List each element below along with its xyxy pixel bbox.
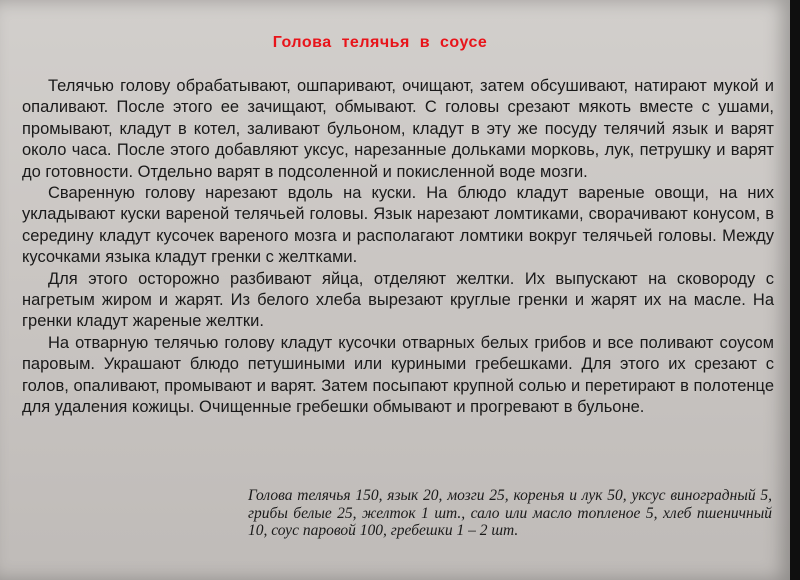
paragraph-serving: Сваренную голову нарезают вдоль на куски. На блюдо кладут вареные овощи, на них укладывают куски вареной телячьей головы. Язык нарезают ломтиками, сворачивают конусом, в середину кладут кусочек вареного мозга и располагают ломтики вокруг телячьей головы. Между кусочками языка кладут гренки с желтками. xyxy=(22,184,774,267)
page-edge-shadow xyxy=(790,0,800,580)
recipe-body xyxy=(22,76,774,419)
paragraph-croutons: Для этого осторожно разбивают яйца, отделяют желтки. Их выпускают на сковороду с нагретым жиром и жарят. Из белого хлеба вырезают круглые гренки и жарят их на масле. На гренки кладут жареные желтки. xyxy=(22,269,774,331)
paragraph-garnish: На отварную телячью голову кладут кусочки отварных белых грибов и все поливают соусом паровым. Украшают блюдо петушиными или куриными гребешками. Для этого их срезают с голов, опаливают, промывают и варят. Затем посыпают крупной солью и перетирают в полотенце для удаления кожицы. Очищенные гребешки обмывают и прогревают в бульоне. xyxy=(22,333,774,417)
paragraph-preparation: Телячью голову обрабатывают, ошпаривают, очищают, затем обсушивают, натирают мукой и опаливают. После этого ее зачищают, обмывают. С головы срезают мякоть вместе с ушами, промывают, кладут в котел, заливают бульоном, кладут в эту же посуду телячий язык и варят около часа. После этого добавляют уксус, нарезанные дольками морковь, лук, петрушку и варят до готовности. Отдельно варят в подсоленной и покисленной воде мозги. xyxy=(22,77,774,181)
recipe-title: Голова телячья в соусе xyxy=(272,34,488,51)
ingredients-list: Голова телячья 150, язык 20, мозги 25, коренья и лук 50, уксус виноградный 5, грибы белые 25, желток 1 шт., сало или масло топленое 5, хлеб пшеничный 10, соус паровой 100, гребешки 1 – 2 шт. xyxy=(248,487,772,540)
